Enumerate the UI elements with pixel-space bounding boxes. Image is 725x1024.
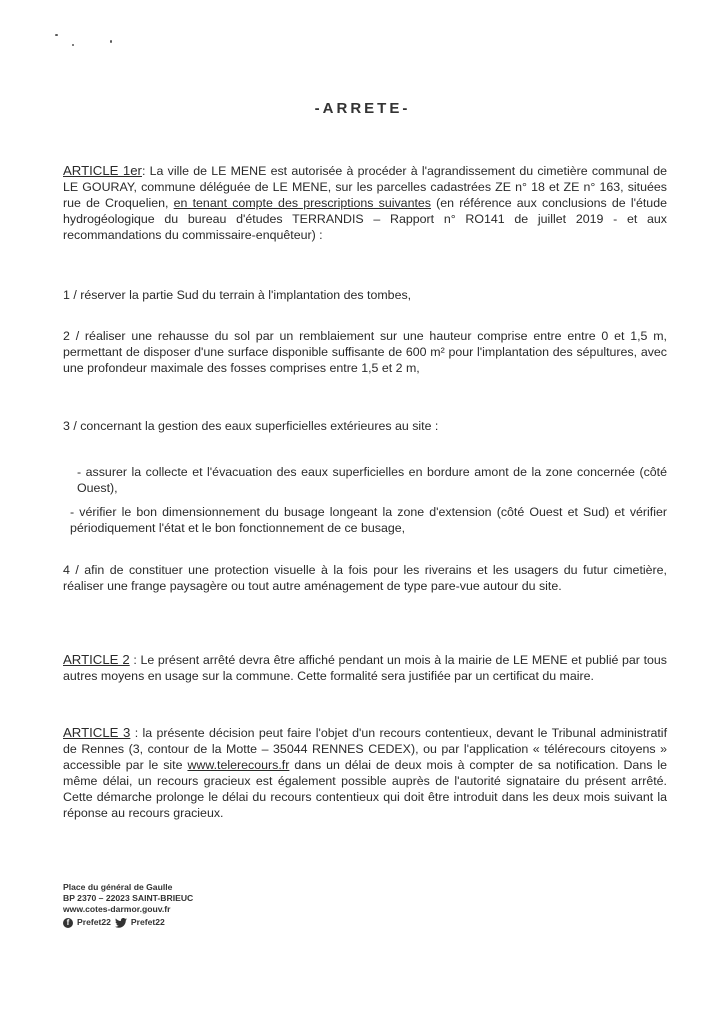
scan-speck bbox=[110, 40, 112, 43]
scan-speck bbox=[55, 34, 58, 36]
article-2: ARTICLE 2 : Le présent arrêté devra être affiché pendant un mois à la mairie de LE MENE et publié par tous autres moyens en usage sur la commune. Cette formalité sera justifiée par un certificat du maire. bbox=[63, 652, 668, 683]
article-2-label: ARTICLE 2 bbox=[63, 652, 130, 667]
article-3: ARTICLE 3 : la présente décision peut faire l'objet d'un recours contentieux, devant le Tribunal administratif de Rennes (3, contour de la Motte – 35044 RENNES CEDEX), ou par l'application « télérecours citoyens » accessible par le site www.telerecours.fr dans un délai de deux mois à compter de sa notification. Dans le même délai, un recours gracieux est également possible auprès de l'autorité signataire du présent arrêté. Cette démarche prolonge le délai du recours contentieux qui doit être introduit dans les deux mois suivant la réponse au recours gracieux. bbox=[63, 725, 668, 820]
article-3-label: ARTICLE 3 bbox=[63, 725, 131, 740]
article-1-intro: ARTICLE 1er: La ville de LE MENE est autorisée à procéder à l'agrandissement du cimetière communal de LE GOURAY, commune déléguée de LE MENE, sur les parcelles cadastrées ZE n° 18 et ZE n° 163, situées rue de Croquelien, en tenant compte des prescriptions suivantes (en référence aux conclusions de l'étude hydrogéologique du bureau d'études TERRANDIS – Rapport n° RO141 de juillet 2019 - et aux recommandations du commissaire-enquêteur) : bbox=[63, 163, 667, 242]
article-1-label: ARTICLE 1er bbox=[63, 163, 142, 178]
twitter-handle[interactable]: Prefet22 bbox=[130, 917, 165, 927]
facebook-handle[interactable]: Prefet22 bbox=[77, 917, 111, 927]
scan-speck bbox=[72, 44, 74, 46]
article-1-item-2: 2 / réaliser une rehausse du sol par un remblaiement sur une hauteur comprise entre entre 0 et 1,5 m, permettant de disposer d'une surface disponible suffisante de 600 m² pour l'implantation des sépultures, avec une profondeur maximale des fosses comprises entre 1,5 et 2 m, bbox=[63, 329, 667, 375]
article-1-item-4: 4 / afin de constituer une protection visuelle à la fois pour les riverains et les usagers du futur cimetière, réaliser une frange paysagère ou tout autre aménagement de type pare-vue autour du site. bbox=[63, 563, 667, 593]
document-title: -ARRETE- bbox=[314, 100, 411, 117]
article-1-item-3a: - assurer la collecte et l'évacuation des eaux superficielles en bordure amont de la zone concernée (côté Ouest), bbox=[77, 465, 667, 495]
twitter-icon[interactable] bbox=[115, 918, 127, 928]
telerecours-link[interactable]: www.telerecours.fr bbox=[187, 758, 290, 772]
article-1-item-1: 1 / réserver la partie Sud du terrain à l'implantation des tombes, bbox=[63, 288, 412, 302]
footer-street: Place du général de Gaulle bbox=[63, 882, 173, 892]
article-1-item-3b: - vérifier le bon dimensionnement du busage longeant la zone d'extension (côté Ouest et Sud) et vérifier périodiquement l'état et le bon fonctionnement de ce busage, bbox=[70, 505, 667, 535]
article-1-item-3: 3 / concernant la gestion des eaux superficielles extérieures au site : bbox=[63, 419, 439, 433]
footer-website[interactable]: www.cotes-darmor.gouv.fr bbox=[63, 904, 171, 914]
prescriptions-phrase: en tenant compte des prescriptions suivantes bbox=[173, 196, 431, 210]
footer-address bbox=[63, 882, 193, 928]
social-links bbox=[63, 917, 193, 928]
footer-postal: BP 2370 – 22023 SAINT-BRIEUC bbox=[63, 893, 194, 903]
facebook-icon[interactable]: f bbox=[63, 918, 73, 928]
